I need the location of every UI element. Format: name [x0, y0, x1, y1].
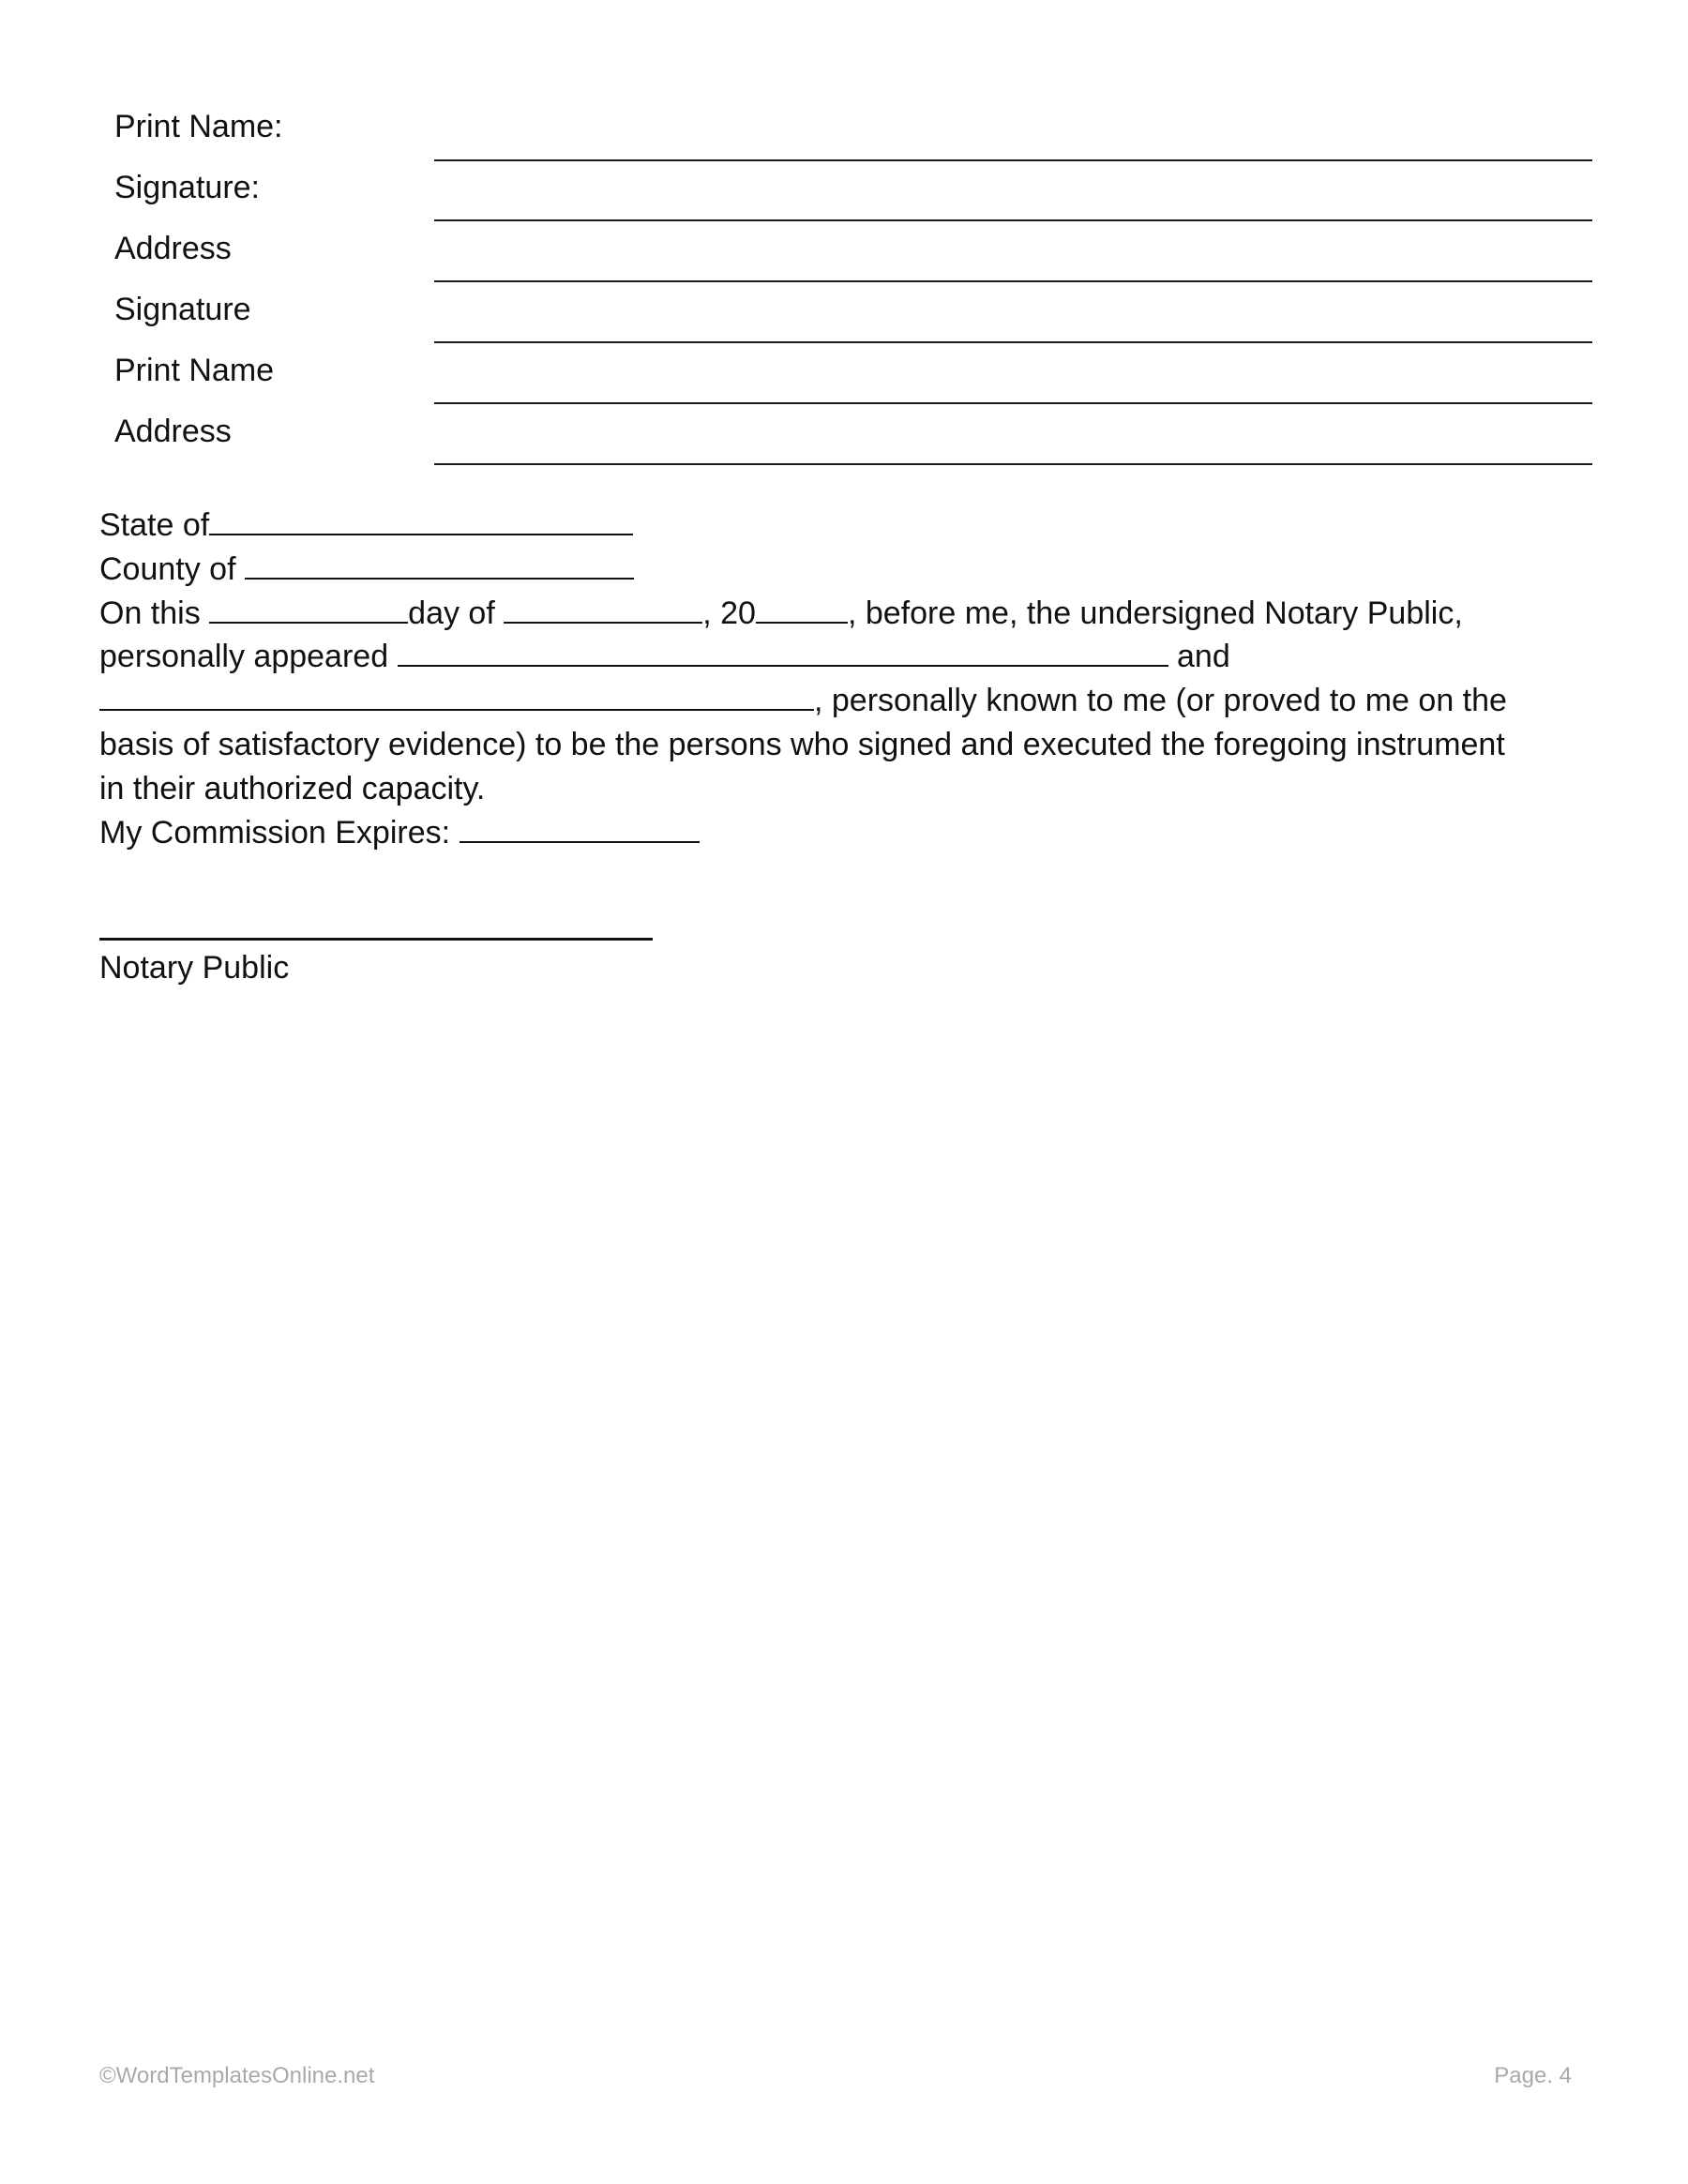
day-blank[interactable]	[209, 616, 408, 624]
second-signature-label: Signature	[114, 292, 251, 327]
capacity-line: in their authorized capacity.	[99, 770, 486, 806]
known-line	[99, 679, 1600, 723]
state-blank[interactable]	[209, 528, 633, 535]
evidence-line: basis of satisfactory evidence) to be the persons who signed and executed the foregoing instrument	[99, 726, 1505, 762]
year-blank[interactable]	[756, 616, 848, 624]
second-print-name-line[interactable]	[434, 402, 1592, 404]
before-me-text: , before me, the undersigned Notary Public,	[847, 595, 1463, 631]
address-line[interactable]	[434, 280, 1592, 282]
personally-appeared-text: personally appeared	[99, 639, 389, 675]
print-name-label: Print Name:	[114, 109, 283, 144]
footer-page-number: Page. 4	[1494, 2063, 1572, 2088]
date-line	[99, 592, 1600, 636]
appeared-line	[99, 635, 1600, 679]
print-name-line[interactable]	[434, 159, 1592, 161]
year-prefix-text: , 20	[702, 595, 756, 631]
month-blank[interactable]	[504, 616, 702, 624]
second-address-label: Address	[114, 414, 232, 449]
second-address-line[interactable]	[434, 463, 1592, 465]
on-this-text: On this	[99, 595, 201, 631]
county-line	[99, 548, 1600, 592]
first-person-blank[interactable]	[398, 659, 1168, 667]
state-line	[99, 504, 1600, 548]
second-person-blank[interactable]	[99, 703, 814, 711]
signature-line[interactable]	[434, 219, 1592, 221]
notary-signature-line[interactable]	[99, 938, 653, 941]
second-signature-line[interactable]	[434, 341, 1592, 343]
notary-public-label: Notary Public	[99, 950, 290, 986]
address-label: Address	[114, 231, 232, 266]
state-label: State of	[99, 507, 210, 543]
day-of-text: day of	[408, 595, 495, 631]
and-text: and	[1177, 639, 1230, 675]
commission-line	[99, 811, 1600, 855]
second-print-name-label: Print Name	[114, 353, 275, 388]
personally-known-text: , personally known to me (or proved to me on the	[814, 683, 1507, 719]
commission-expires-blank[interactable]	[460, 836, 700, 843]
county-label: County of	[99, 550, 236, 587]
footer-copyright: ©WordTemplatesOnline.net	[99, 2063, 375, 2088]
signature-label: Signature:	[114, 170, 260, 205]
notary-acknowledgment	[99, 504, 1600, 854]
commission-expires-label: My Commission Expires:	[99, 814, 451, 851]
county-blank[interactable]	[245, 572, 634, 580]
